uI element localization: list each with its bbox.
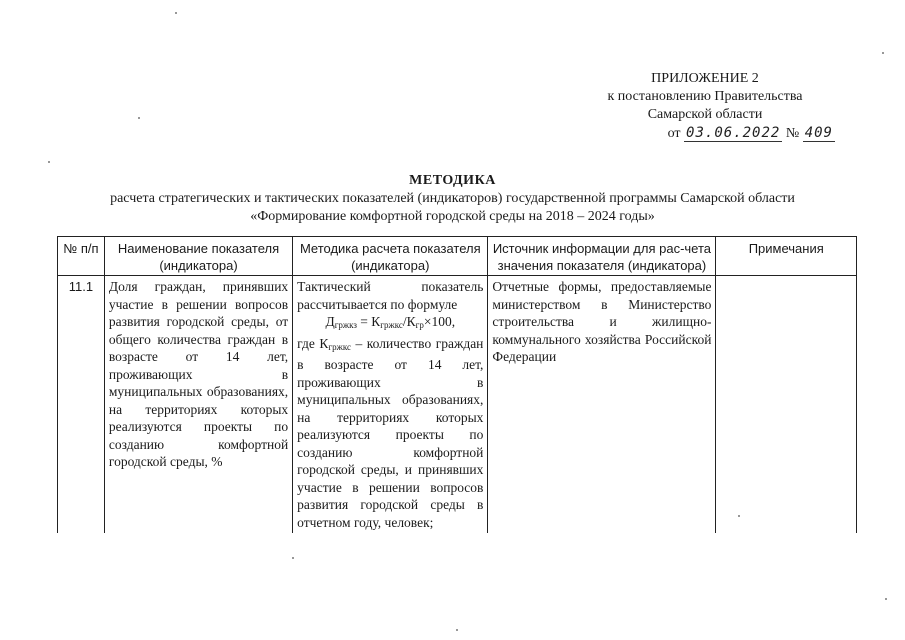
scan-speck bbox=[456, 629, 458, 631]
header-name: Наименование показателя (индикатора) bbox=[104, 237, 292, 276]
date-prefix: от bbox=[667, 126, 681, 141]
document-title: МЕТОДИКА bbox=[409, 173, 496, 188]
scan-speck bbox=[885, 598, 887, 600]
row-method bbox=[293, 276, 488, 534]
row-name: Доля граждан, принявших участие в решении вопросов развития городской среды, от общего количества граждан в возрасте от 14 лет, проживающих в муниципальных образованиях, на территориях которых реализуются проекты по созданию комфортной городской среды, % bbox=[104, 276, 292, 534]
appendix-line-1: к постановлению Правительства bbox=[607, 89, 803, 104]
handwritten-date: 03.06.2022 bbox=[686, 125, 781, 141]
scan-speck bbox=[48, 161, 50, 163]
table-row bbox=[58, 276, 857, 534]
scan-speck bbox=[292, 557, 294, 559]
number-sign: № bbox=[785, 126, 800, 141]
row-note bbox=[716, 276, 857, 534]
document-heading bbox=[40, 172, 865, 226]
row-num: 11.1 bbox=[58, 276, 105, 534]
methodology-table bbox=[57, 236, 857, 533]
header-num: № п/п bbox=[58, 237, 105, 276]
header-method: Методика расчета показателя (индикатора) bbox=[293, 237, 488, 276]
appendix-header bbox=[575, 70, 835, 143]
scan-speck bbox=[138, 117, 140, 119]
appendix-date-line bbox=[575, 124, 835, 143]
row-source: Отчетные формы, предоставляемые министерством в Министерство строительства и жилищно-коммунального хозяйства Российской Федерации bbox=[488, 276, 716, 534]
header-source: Источник информации для рас-чета значения показателя (индикатора) bbox=[488, 237, 716, 276]
method-formula: $Д_{гржкз} = К_{гржкс}/К_{гр}\times 100$, bbox=[325, 314, 456, 330]
handwritten-number: 409 bbox=[804, 125, 833, 141]
document-subtitle-1: расчета стратегических и тактических показателей (индикаторов) государственной программы Самарской области bbox=[110, 191, 795, 206]
appendix-line-2: Самарской области bbox=[647, 107, 763, 122]
header-note: Примечания bbox=[716, 237, 857, 276]
scan-speck bbox=[882, 52, 884, 54]
table-header-row bbox=[58, 237, 857, 276]
scan-speck bbox=[738, 515, 740, 517]
document-subtitle-2: «Формирование комфортной городской среды на 2018 – 2024 годы» bbox=[250, 209, 655, 224]
method-intro: Тактический показатель рассчитывается по формуле bbox=[297, 279, 484, 312]
method-where: где $К_{гржкс}$ – количество граждан в возрасте от 14 лет, проживающих в муниципальных образованиях, на территориях которых реализуются проекты по созданию комфортной городской среды, и принявших участие в решении вопросов развития городской среды в отчетном году, человек; bbox=[297, 335, 484, 530]
appendix-title: ПРИЛОЖЕНИЕ 2 bbox=[651, 71, 759, 86]
scan-speck bbox=[175, 12, 177, 14]
